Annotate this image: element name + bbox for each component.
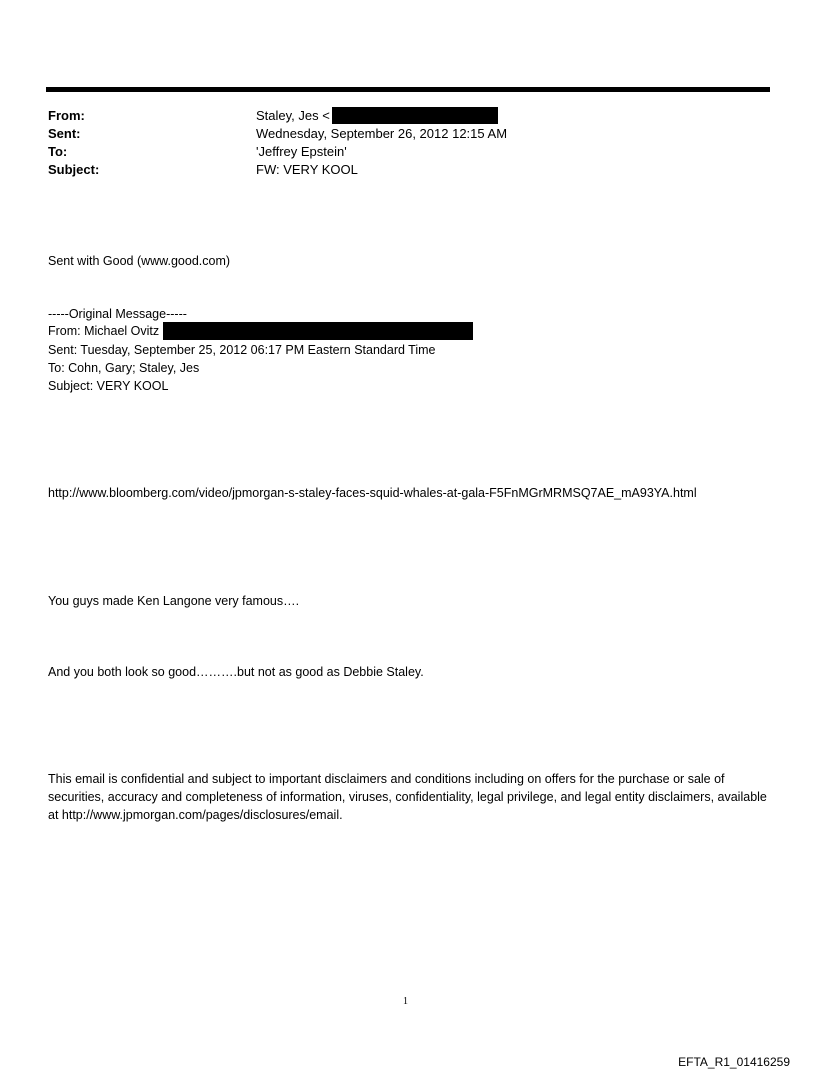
disclaimer-paragraph: This email is confidential and subject to important disclaimers and conditions including on offers for the purchase or sale of securities, accuracy and completeness of information, viruses, confidentiality, legal privilege, and legal entity disclaimers, available at http://www.jpmorgan.com/pages/disclosures/email. — [48, 772, 767, 822]
orig-from-text: From: Michael Ovitz — [48, 324, 160, 338]
document-id: EFTA_R1_01416259 — [678, 1055, 790, 1069]
orig-subject-row: Subject: VERY KOOL — [48, 379, 169, 393]
sent-value: Wednesday, September 26, 2012 12:15 AM — [256, 126, 508, 141]
sent-label: Sent: — [48, 126, 81, 141]
to-value: 'Jeffrey Epstein' — [256, 144, 347, 159]
orig-to-row: To: Cohn, Gary; Staley, Jes — [48, 361, 200, 375]
from-label: From: — [48, 108, 85, 123]
from-value — [256, 107, 498, 125]
video-link[interactable]: http://www.bloomberg.com/video/jpmorgan-s-staley-faces-squid-whales-at-gala-F5FnMGrMRMSQ7AE_mA93YA.html — [48, 486, 697, 500]
subject-label: Subject: — [48, 162, 100, 177]
header-rule — [46, 87, 770, 92]
original-message-separator: -----Original Message----- — [48, 307, 187, 321]
redaction-box — [332, 107, 498, 124]
sent-with-line: Sent with Good (www.good.com) — [48, 254, 231, 268]
redaction-box — [163, 322, 473, 340]
message-line-1: You guys made Ken Langone very famous…. — [48, 594, 300, 608]
message-line-2: And you both look so good……….but not as good as Debbie Staley. — [48, 665, 424, 679]
from-text: Staley, Jes < — [256, 108, 330, 123]
orig-from-row — [48, 322, 473, 340]
page-number: 1 — [403, 996, 408, 1007]
orig-sent-row: Sent: Tuesday, September 25, 2012 06:17 PM Eastern Standard Time — [48, 343, 436, 357]
to-label: To: — [48, 144, 68, 159]
subject-value: FW: VERY KOOL — [256, 162, 358, 177]
